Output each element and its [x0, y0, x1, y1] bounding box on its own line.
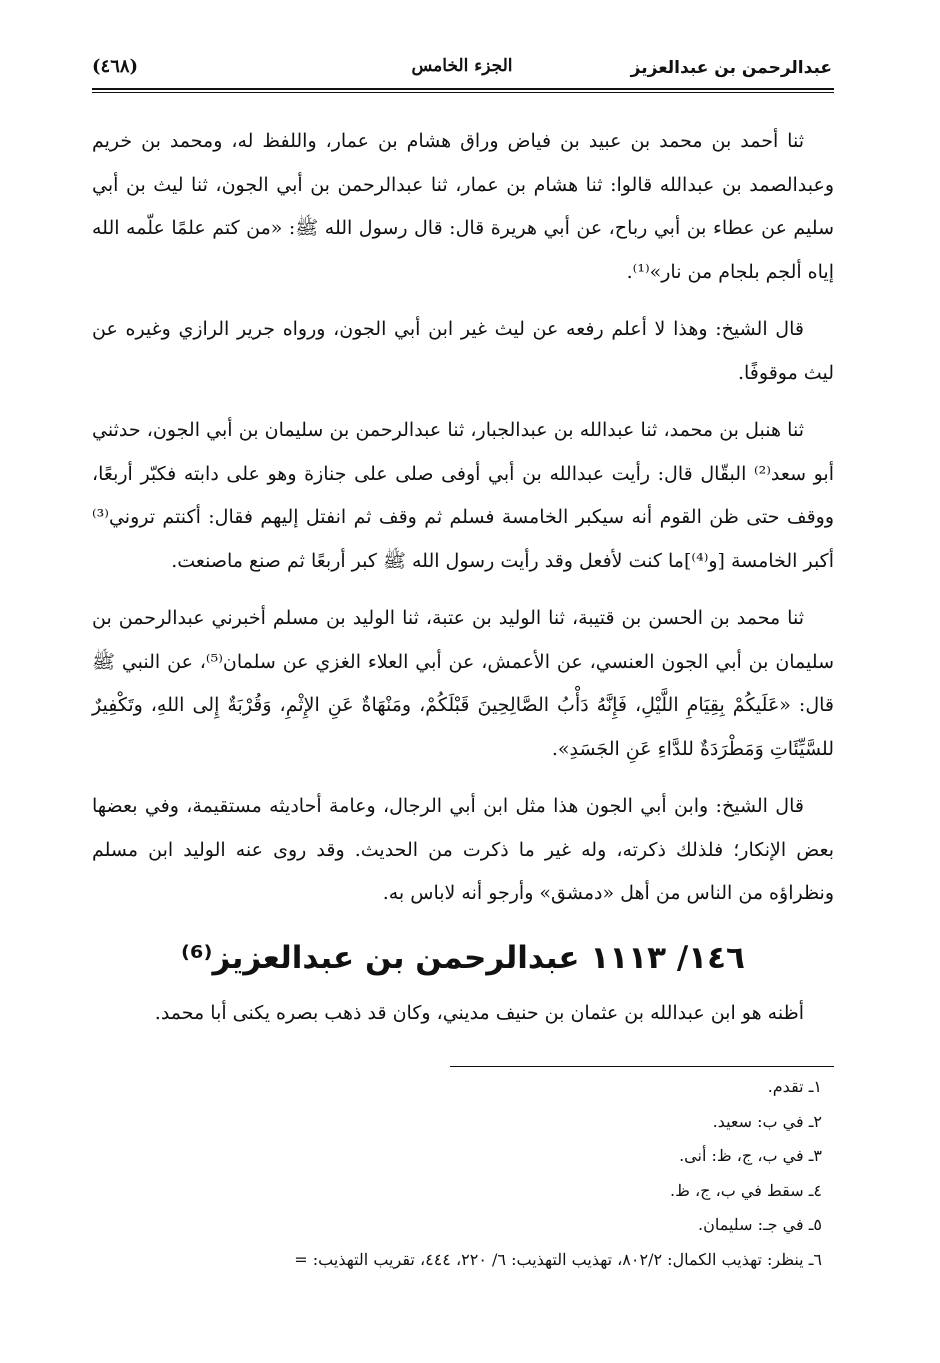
entry-text: أظنه هو ابن عبدالله بن عثمان بن حنيف مديني، وكان قد ذهب بصره يكنى أبا محمد.	[154, 1001, 804, 1024]
footnote-4: ٤ـ سقط في ب، ج، ظ.	[670, 1180, 822, 1200]
paragraph-comment-1: قال الشيخ: وهذا لا أعلم رفعه عن ليث غير ابن أبي الجون، ورواه جرير الرازي وغيره عن ليث موقوفًا.	[92, 318, 834, 384]
footnote-divider	[450, 1066, 834, 1067]
paragraph-hadith-2: ثنا هنبل بن محمد، ثنا عبدالله بن عبدالجبار، ثنا عبدالرحمن بن سليمان بن أبي الجون، حدثني أبو سعد⁽²⁾ البقّال قال: رأيت عبدالله بن أبي أوفى صلى على جنازة وهو على دابته فكبّر أربعًا، ووقف حتى ظن القوم أنه سيكبر الخامسة فسلم ثم وقف ثم انفتل إليهم فقال: أكنتم تروني⁽³⁾ أكبر الخامسة [و⁽⁴⁾]ما كنت لأفعل وقد رأيت رسول الله ﷺ كبر أربعًا ثم صنع ماصنعت.	[92, 419, 834, 572]
footnotes	[92, 1070, 834, 1277]
running-title: عبدالرحمن بن عبدالعزيز	[630, 58, 832, 78]
paragraph-comment-2: قال الشيخ: وابن أبي الجون هذا مثل ابن أبي الرجال، وعامة أحاديثه مستقيمة، وفي بعضها بعض الإنكار؛ فلذلك ذكرته، وله غير ما ذكرت من الحديث. وقد روى عنه الوليد ابن مسلم ونظراؤه من الناس من أهل «دمشق» وأرجو أنه لاباس به.	[92, 795, 834, 904]
header-rule-thin	[92, 92, 834, 93]
page-header	[92, 52, 832, 88]
paragraph-hadith-3: ثنا محمد بن الحسن بن قتيبة، ثنا الوليد بن عتبة، ثنا الوليد بن مسلم أخبرني عبدالرحمن بن سليمان بن أبي الجون العنسي، عن الأعمش، عن أبي العلاء الغزي عن سلمان⁽⁵⁾، عن النبي ﷺ قال: «عَلَيكُمْ بِقِيَامِ اللَّيْلِ، فَإِنَّهُ دَأْبُ الصَّالِحِينَ قَبْلَكُمْ، ومَنْهَاةٌ عَنِ الإِثْمِ، وَقُرْبَةٌ إِلى اللهِ، وتَكْفِيرٌ للسَّيِّئَاتِ وَمَطْرَدَةٌ للدَّاءِ عَنِ الجَسَدِ».	[92, 607, 834, 760]
main-text	[92, 120, 834, 1049]
footnote-5: ٥ـ في جـ: سليمان.	[698, 1215, 822, 1234]
page-number: (٤٦٨)	[92, 56, 139, 77]
footnote-1: ١ـ تقدم.	[767, 1077, 822, 1096]
paragraph-hadith-1: ثنا أحمد بن محمد بن عبيد بن فياض وراق هشام بن عمار، واللفظ له، ومحمد بن خريم وعبدالصمد بن عبدالله قالوا: ثنا هشام بن عمار، ثنا عبدالرحمن بن أبي الجون، ثنا ليث بن أبي سليم عن عطاء بن أبي رباح، عن أبي هريرة قال: قال رسول الله ﷺ: «من كتم علمًا علّمه الله إياه ألجم بلجام من نار»⁽¹⁾.	[92, 130, 834, 283]
entry-title: ١٤٦/ ١١١٣ عبدالرحمن بن عبدالعزيز⁽⁶⁾	[181, 939, 745, 976]
volume-title: الجزء الخامس	[411, 56, 513, 76]
footnote-2: ٢ـ في ب: سعيد.	[712, 1111, 822, 1131]
footnote-3: ٣ـ في ب، ج، ظ: أنى.	[679, 1146, 822, 1165]
footnote-6: ٦ـ ينظر: تهذيب الكمال: ٨٠٢/٢، تهذيب التهذيب: ٦/ ٢٢٠، ٤٤٤، تقريب التهذيب: =	[294, 1249, 822, 1269]
header-rule	[92, 88, 834, 90]
